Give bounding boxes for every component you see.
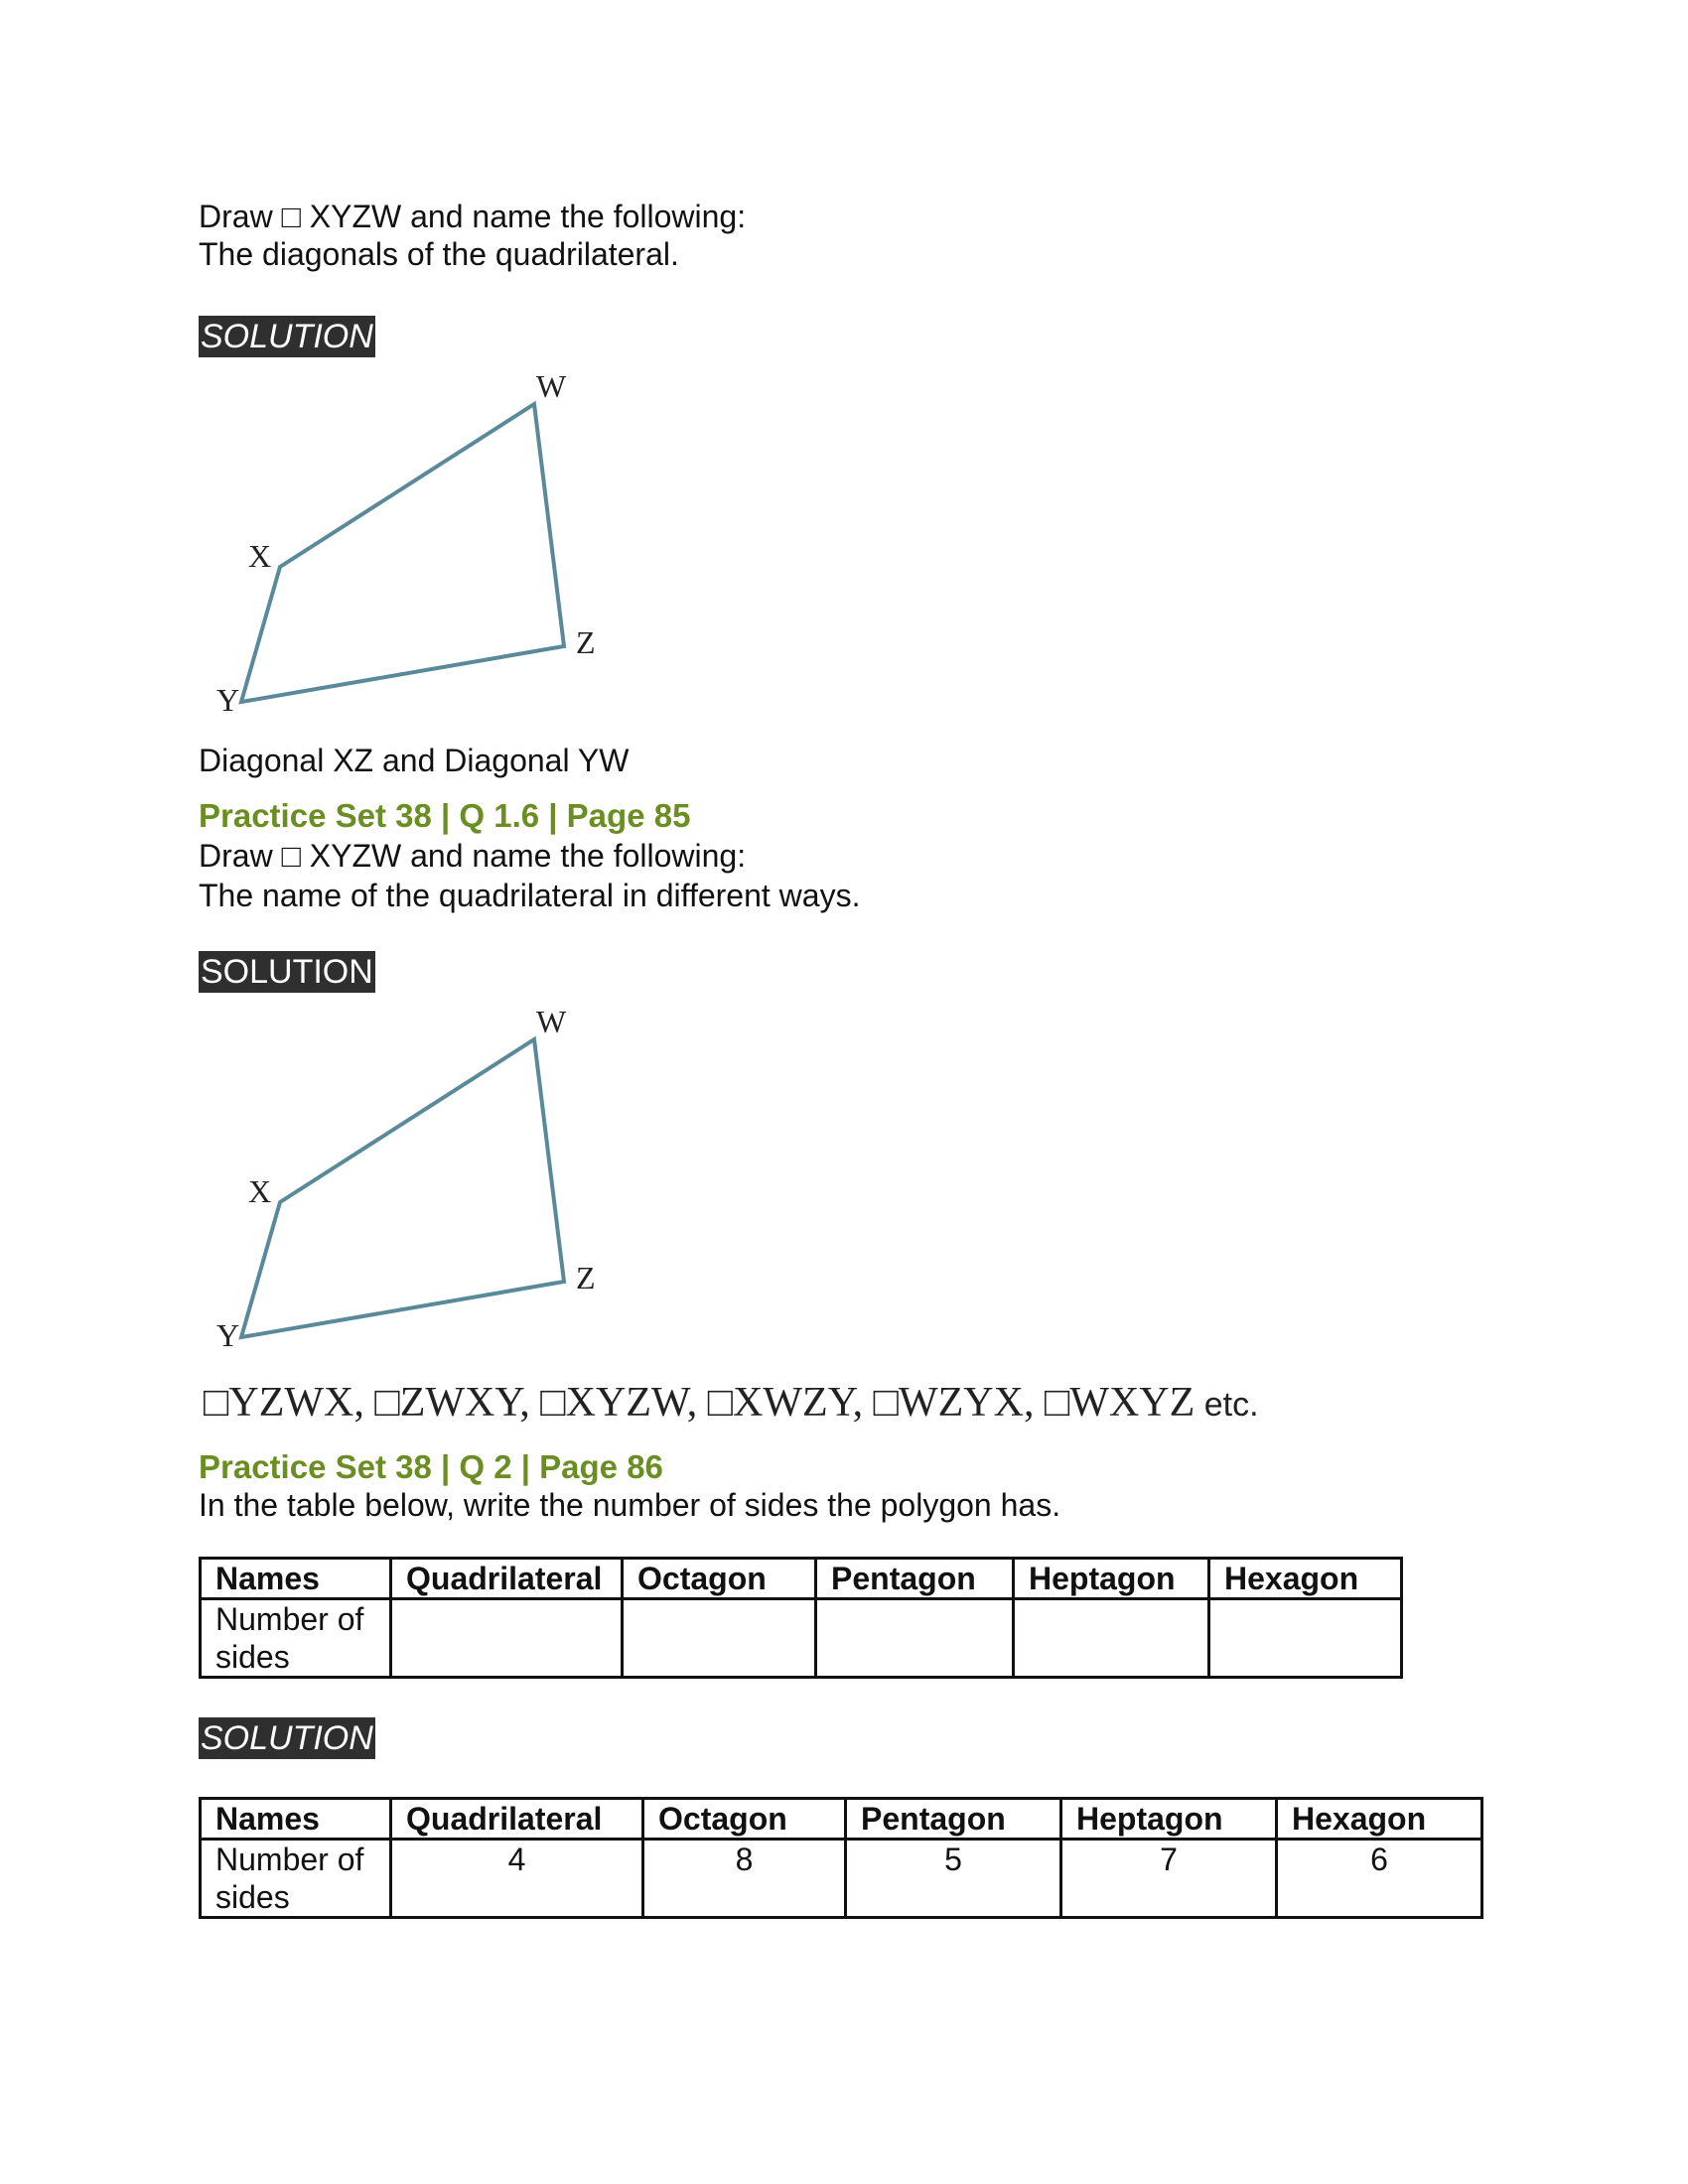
q1-line1: Draw □ XYZW and name the following: bbox=[199, 199, 747, 234]
q2-heading: Practice Set 38 | Q 1.6 | Page 85 bbox=[199, 797, 691, 834]
header-cell: Octagon bbox=[643, 1799, 846, 1840]
row-label: Number of sides bbox=[201, 1599, 391, 1678]
quadrilateral-names: □YZWX, □ZWXY, □XYZW, □XWZY, □WZYX, □WXYZ bbox=[204, 1380, 1196, 1426]
question-table bbox=[199, 1557, 1403, 1679]
q2-line2: The name of the quadrilateral in different ways. bbox=[199, 878, 861, 913]
empty-cell bbox=[1014, 1599, 1209, 1678]
header-cell: Pentagon bbox=[816, 1559, 1014, 1599]
vertex-label-y: Y bbox=[216, 1317, 240, 1353]
vertex-label-w: W bbox=[536, 368, 567, 404]
answer-cell: 7 bbox=[1061, 1840, 1277, 1918]
header-cell: Names bbox=[201, 1799, 391, 1840]
header-cell: Pentagon bbox=[846, 1799, 1061, 1840]
vertex-label-z: Z bbox=[576, 1260, 596, 1296]
answer-cell: 8 bbox=[643, 1840, 846, 1918]
quadrilateral-xyzw bbox=[241, 404, 564, 702]
vertex-label-x: X bbox=[248, 538, 272, 574]
vertex-label-z: Z bbox=[576, 624, 596, 660]
empty-cell bbox=[391, 1599, 623, 1678]
table-row bbox=[201, 1599, 1402, 1678]
answer-cell: 4 bbox=[391, 1840, 643, 1918]
header-cell: Heptagon bbox=[1061, 1799, 1277, 1840]
table-header-row bbox=[201, 1559, 1402, 1599]
q3-line1: In the table below, write the number of sides the polygon has. bbox=[199, 1487, 1061, 1523]
q3-heading: Practice Set 38 | Q 2 | Page 86 bbox=[199, 1448, 663, 1485]
header-cell: Quadrilateral bbox=[391, 1799, 643, 1840]
table-row bbox=[201, 1840, 1482, 1918]
header-cell: Octagon bbox=[623, 1559, 816, 1599]
q1-line2: The diagonals of the quadrilateral. bbox=[199, 236, 679, 272]
vertex-label-w: W bbox=[536, 1004, 567, 1039]
quadrilateral-xyzw bbox=[241, 1039, 564, 1337]
empty-cell bbox=[623, 1599, 816, 1678]
row-label: Number of sides bbox=[201, 1840, 391, 1918]
q2-line1: Draw □ XYZW and name the following: bbox=[199, 838, 747, 874]
header-cell: Hexagon bbox=[1277, 1799, 1482, 1840]
answer-table bbox=[199, 1797, 1483, 1919]
solution-badge: SOLUTION bbox=[201, 1719, 373, 1757]
empty-cell bbox=[816, 1599, 1014, 1678]
header-cell: Quadrilateral bbox=[391, 1559, 623, 1599]
quadrilateral-diagram-1 bbox=[199, 367, 655, 725]
answer-1: Diagonal XZ and Diagonal YW bbox=[199, 743, 630, 778]
table-header-row bbox=[201, 1799, 1482, 1840]
etc-suffix: etc. bbox=[1195, 1386, 1259, 1424]
solution-badge: SOLUTION bbox=[201, 953, 373, 991]
answer-cell: 6 bbox=[1277, 1840, 1482, 1918]
header-cell: Hexagon bbox=[1209, 1559, 1402, 1599]
vertex-label-y: Y bbox=[216, 682, 240, 718]
header-cell: Names bbox=[201, 1559, 391, 1599]
header-cell: Heptagon bbox=[1014, 1559, 1209, 1599]
solution-badge: SOLUTION bbox=[201, 318, 373, 355]
answer-cell: 5 bbox=[846, 1840, 1061, 1918]
empty-cell bbox=[1209, 1599, 1402, 1678]
quadrilateral-diagram-2 bbox=[199, 1003, 655, 1360]
vertex-label-x: X bbox=[248, 1173, 272, 1209]
answer-2-names bbox=[204, 1378, 1259, 1430]
